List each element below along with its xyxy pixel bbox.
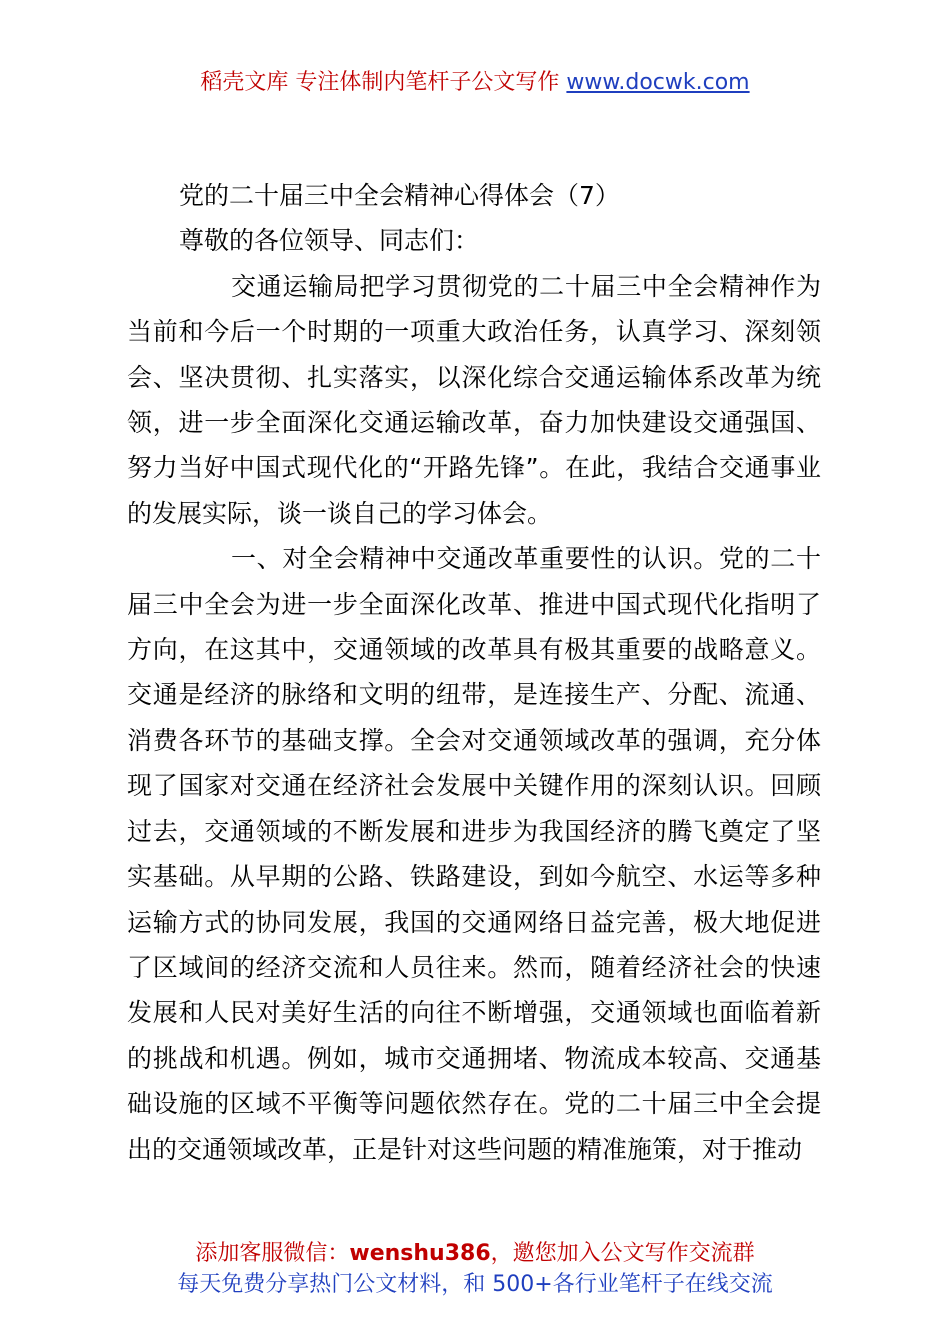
- footer-wechat-id: wenshu386: [349, 1241, 491, 1266]
- document-body: [127, 173, 821, 1172]
- document-salutation: 尊敬的各位领导、同志们：: [179, 226, 480, 256]
- footer-promo-line: 每天免费分享热门公文材料，和 500+各行业笔杆子在线交流: [177, 1272, 773, 1297]
- footer-contact-line: [0, 1238, 950, 1269]
- document-title: 党的二十届三中全会精神心得体会（7）: [179, 181, 620, 210]
- header-url-link[interactable]: www.docwk.com: [566, 70, 750, 95]
- header-brand: 稻壳文库 专注体制内笔杆子公文写作: [200, 70, 560, 95]
- document-paragraph-1: 交通运输局把学习贯彻党的二十届三中全会精神作为当前和今后一个时期的一项重大政治任务，认真学习、深刻领会、坚决贯彻、扎实落实，以深化综合交通运输体系改革为统领，进一步全面深化交通运输改革，奋力加快建设交通强国、努力当好中国式现代化的“开路先锋”。在此，我结合交通事业的发展实际，谈一谈自己的学习体会。: [127, 271, 821, 528]
- footer-contact-prefix: 添加客服微信：: [195, 1241, 350, 1266]
- page-header: [0, 68, 950, 98]
- page-footer: [0, 1238, 950, 1300]
- footer-contact-suffix: ，邀您加入公文写作交流群: [490, 1241, 755, 1266]
- document-paragraph-2: 一、对全会精神中交通改革重要性的认识。党的二十届三中全会为进一步全面深化改革、推进中国式现代化指明了方向，在这其中，交通领域的改革具有极其重要的战略意义。交通是经济的脉络和文明的纽带，是连接生产、分配、流通、消费各环节的基础支撑。全会对交通领域改革的强调，充分体现了国家对交通在经济社会发展中关键作用的深刻认识。回顾过去，交通领域的不断发展和进步为我国经济的腾飞奠定了坚实基础。从早期的公路、铁路建设，到如今航空、水运等多种运输方式的协同发展，我国的交通网络日益完善，极大地促进了区域间的经济交流和人员往来。然而，随着经济社会的快速发展和人民对美好生活的向往不断增强，交通领域也面临着新的挑战和机遇。例如，城市交通拥堵、物流成本较高、交通基础设施的区域不平衡等问题依然存在。党的二十届三中全会提出的交通领域改革，正是针对这些问题的精准施策，对于推动: [127, 544, 821, 1164]
